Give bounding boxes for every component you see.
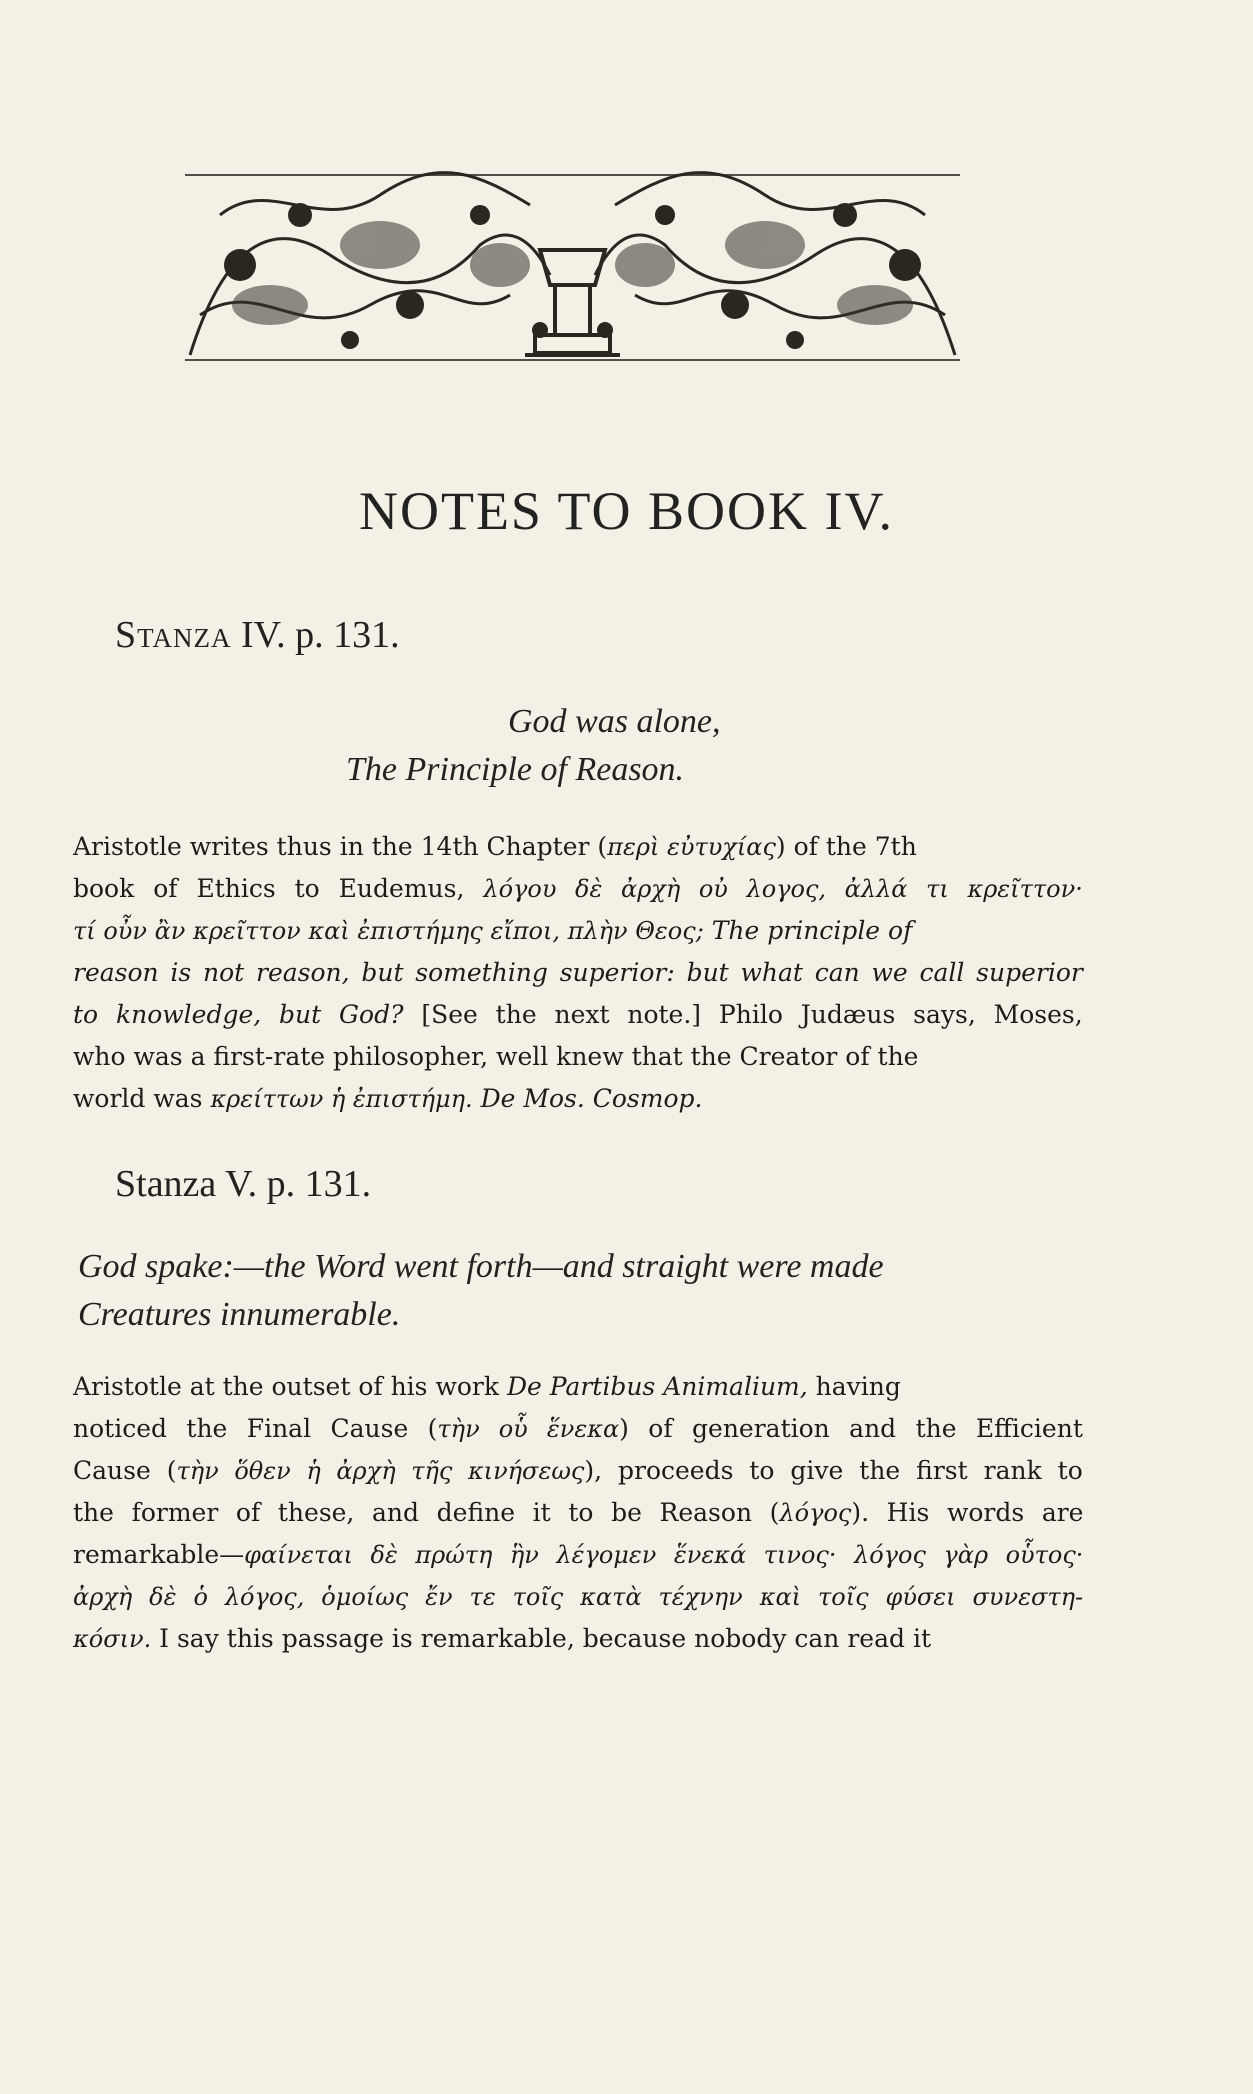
- text-line: world was κρείττων ἡ ἐπιστήμη. De Mos. Cosmop.: [73, 1084, 703, 1113]
- text-line: the former of these, and define it to be Reason (λόγος). His words are: [73, 1498, 1084, 1527]
- stanza-heading-label: Stanza: [115, 614, 232, 656]
- headpiece-ornament: [180, 155, 965, 365]
- note-paragraph: [73, 826, 1083, 1120]
- verse-line: The Principle of Reason.: [346, 751, 685, 788]
- text-line: ἀρχὴ δὲ ὁ λόγος, ὁμοίως ἔν τε τοῖς κατὰ τέχνην καὶ τοῖς φύσει συνεστη-: [73, 1583, 1084, 1611]
- text-line: who was a first-rate philosopher, well knew that the Creator of the: [73, 1042, 919, 1071]
- verse-line: God spake:—the Word went forth—and straight were made: [78, 1248, 884, 1285]
- stanza-heading-ref: IV. p. 131.: [231, 614, 400, 656]
- text-line: remarkable—φαίνεται δὲ πρώτη ἣν λέγομεν ἕνεκά τινος· λόγος γὰρ οὗτος·: [73, 1540, 1084, 1569]
- text-line: Aristotle at the outset of his work De Partibus Animalium, having: [73, 1372, 901, 1401]
- text-line: Aristotle writes thus in the 14th Chapter (περὶ εὐτυχίας) of the 7th: [73, 832, 917, 861]
- note-paragraph: [73, 1366, 1083, 1660]
- verse-line: Creatures innumerable.: [78, 1296, 401, 1333]
- stanza-heading: [115, 613, 400, 657]
- text-line: reason is not reason, but something superior: but what can we call superior: [73, 958, 1083, 987]
- text-line: noticed the Final Cause (τὴν οὗ ἕνεκα) of generation and the Efficient: [73, 1414, 1083, 1443]
- text-line: Cause (τὴν ὅθεν ἡ ἀρχὴ τῆς κινήσεως), proceeds to give the first rank to: [73, 1456, 1083, 1485]
- text-line: τί οὖν ἂν κρεῖττον καὶ ἐπιστήμης εἴποι, πλὴν Θεος; The principle of: [73, 916, 913, 945]
- page-title: NOTES TO BOOK IV.: [358, 481, 895, 541]
- text-line: to knowledge, but God? [See the next note.] Philo Judæus says, Moses,: [73, 1000, 1083, 1029]
- text-line: κόσιν. I say this passage is remarkable, because nobody can read it: [73, 1624, 931, 1653]
- verse-line: God was alone,: [508, 703, 721, 740]
- text-line: book of Ethics to Eudemus, λόγου δὲ ἀρχὴ οὐ λογος, ἀλλά τι κρεῖττον·: [73, 874, 1083, 903]
- stanza-heading: Stanza V. p. 131.: [115, 1163, 372, 1205]
